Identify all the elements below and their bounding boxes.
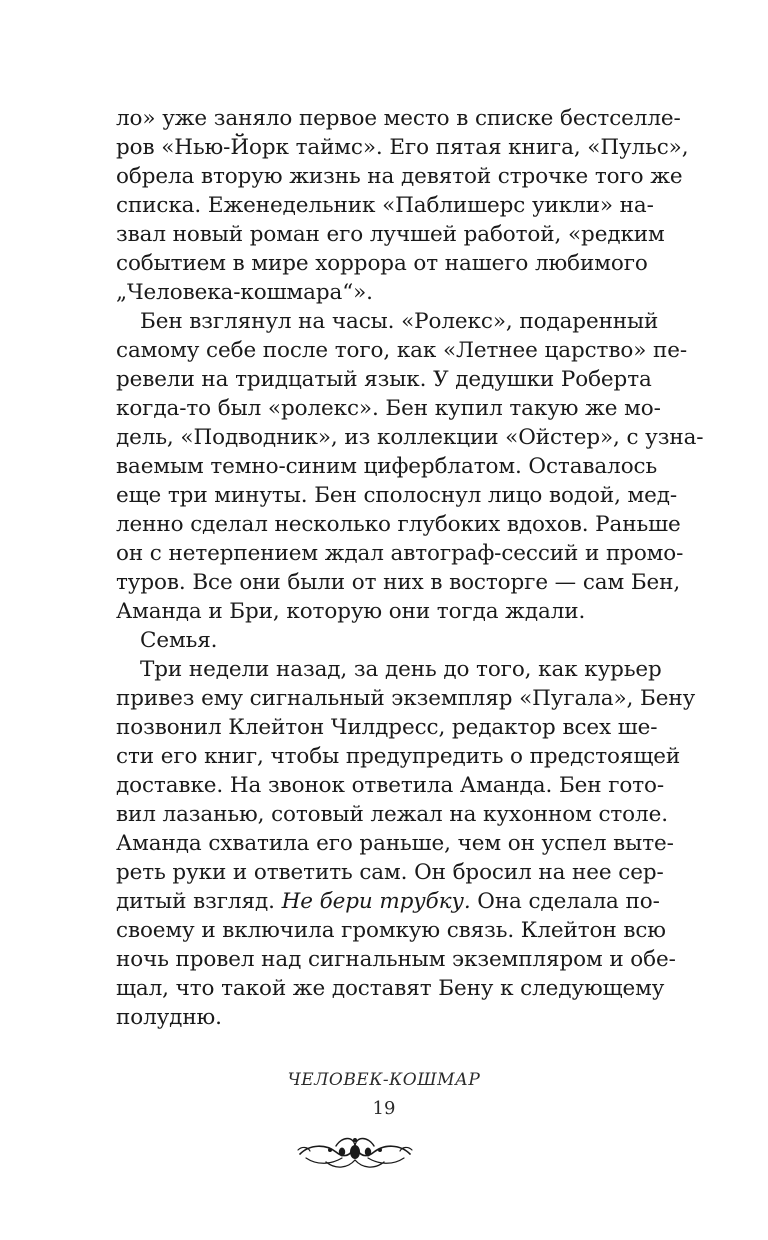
text-line: ночь провел над сигнальным экземпляром и обе- bbox=[116, 947, 676, 972]
text-line: Аманда схватила его раньше, чем он успел выте- bbox=[116, 831, 674, 856]
text-line: щал, что такой же доставят Бену к следующему bbox=[116, 976, 665, 1001]
text-line: списка. Еженедельник «Паблишерс уикли» на- bbox=[116, 193, 654, 218]
text-line: звал новый роман его лучшей работой, «редким bbox=[116, 222, 665, 247]
text-line: позвонил Клейтон Чилдресс, редактор всех ше- bbox=[116, 715, 658, 740]
text-line: вил лазанью, сотовый лежал на кухонном столе. bbox=[116, 802, 668, 827]
text-line: „Человека-кошмара“». bbox=[116, 280, 373, 305]
text-line: туров. Все они были от них в восторге — сам Бен, bbox=[116, 570, 681, 595]
text-line: событием в мире хоррора от нашего любимого bbox=[116, 251, 648, 276]
text-line: ло» уже заняло первое место в списке бестселле- bbox=[116, 106, 681, 131]
text-line: еще три минуты. Бен сполоснул лицо водой, мед- bbox=[116, 483, 678, 508]
text-line: реть руки и ответить сам. Он бросил на нее сер- bbox=[116, 860, 664, 885]
text-line-with-italic bbox=[116, 887, 660, 916]
text-line: Семья. bbox=[140, 628, 218, 653]
text-line: своему и включила громкую связь. Клейтон всю bbox=[116, 918, 666, 943]
text-line: доставке. На звонок ответила Аманда. Бен гото- bbox=[116, 773, 665, 798]
page-number: 19 bbox=[372, 1098, 396, 1119]
text-line: когда-то был «ролекс». Бен купил такую же мо- bbox=[116, 396, 661, 421]
italic-phrase: Не бери трубку. bbox=[281, 889, 471, 914]
flourish-ornament-icon bbox=[296, 1130, 414, 1172]
text-line: Три недели назад, за день до того, как курьер bbox=[140, 657, 662, 682]
text-line: ров «Нью-Йорк таймс». Его пятая книга, «Пульс», bbox=[116, 135, 689, 160]
text-line: он с нетерпением ждал автограф-сессий и промо- bbox=[116, 541, 684, 566]
text-line: ленно сделал несколько глубоких вдохов. Раньше bbox=[116, 512, 681, 537]
text-line: полудню. bbox=[116, 1005, 222, 1030]
text-fragment: дитый взгляд. bbox=[116, 889, 282, 914]
text-line: обрела вторую жизнь на девятой строчке того же bbox=[116, 164, 683, 189]
text-line: сти его книг, чтобы предупредить о предстоящей bbox=[116, 744, 681, 769]
text-line: самому себе после того, как «Летнее царство» пе- bbox=[116, 338, 687, 363]
page-body bbox=[116, 104, 704, 1032]
running-head: ЧЕЛОВЕК-КОШМАР bbox=[287, 1070, 481, 1090]
text-line: дель, «Подводник», из коллекции «Ойстер», с узна- bbox=[116, 425, 704, 450]
text-line: ваемым темно-синим циферблатом. Оставалось bbox=[116, 454, 658, 479]
text-fragment: Она сделала по- bbox=[470, 889, 660, 914]
text-line: Бен взглянул на часы. «Ролекс», подаренный bbox=[140, 309, 659, 334]
text-line: ревели на тридцатый язык. У дедушки Роберта bbox=[116, 367, 652, 392]
text-line: привез ему сигнальный экземпляр «Пугала», Бену bbox=[116, 686, 696, 711]
text-line: Аманда и Бри, которую они тогда ждали. bbox=[116, 599, 586, 624]
